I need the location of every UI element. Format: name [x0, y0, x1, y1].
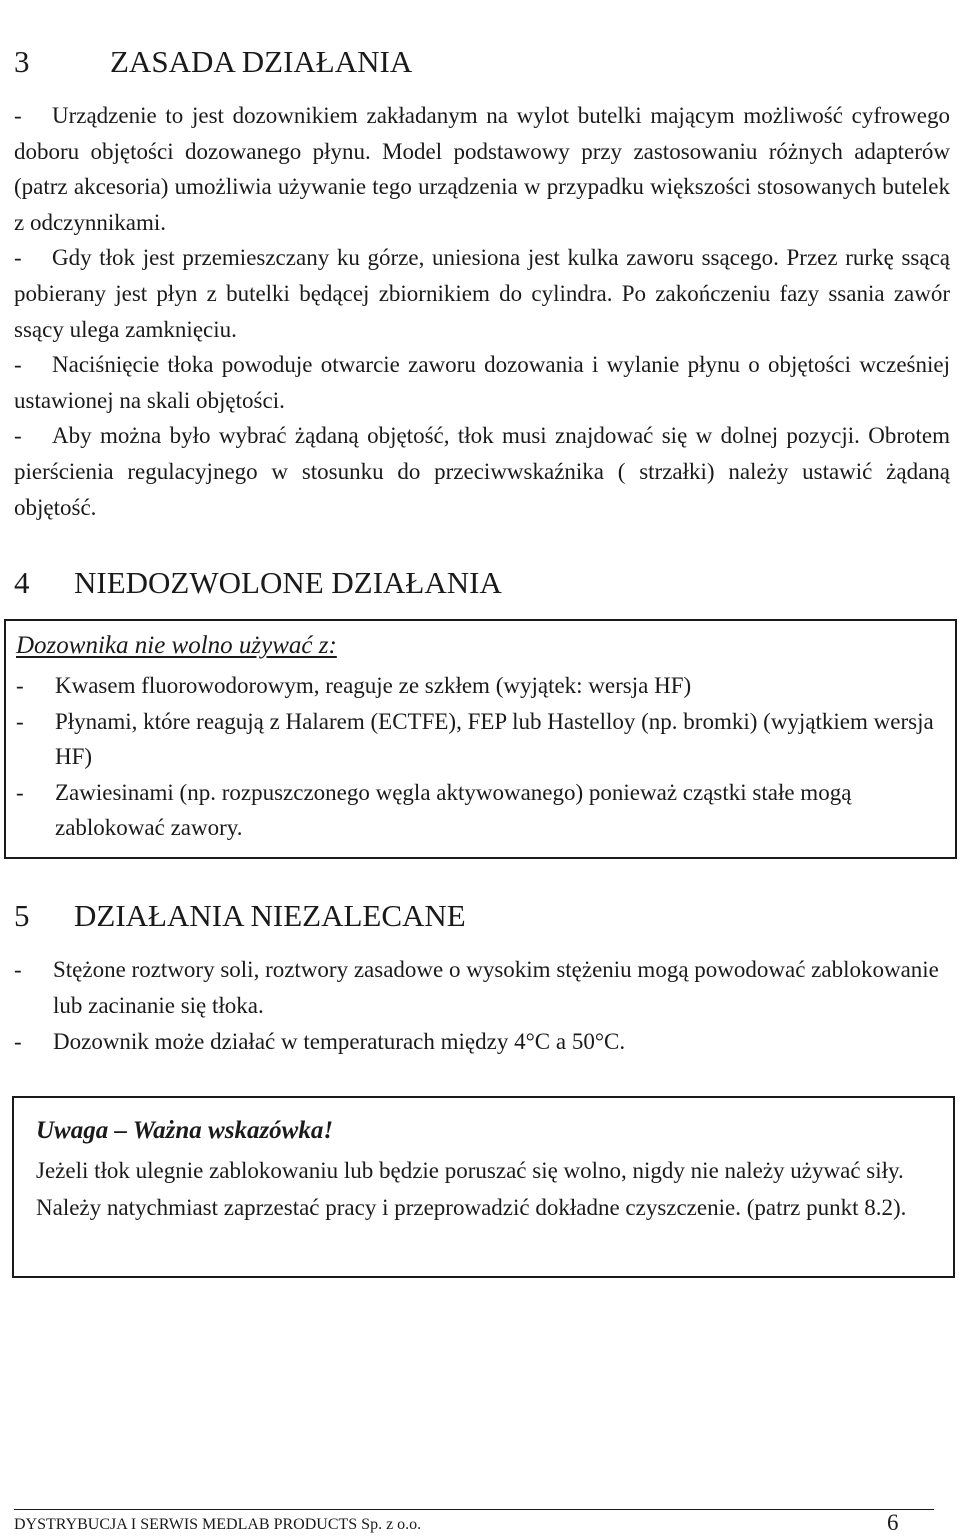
note-title: Uwaga – Ważna wskazówka!	[36, 1117, 334, 1144]
list-item-text: Płynami, które reagują z Halarem (ECTFE), FEP lub Hastelloy (np. bromki) (wyjątkiem wersja HF)	[55, 708, 934, 770]
section-number: 3	[14, 44, 30, 79]
list-dash: -	[16, 779, 24, 805]
section-number: 5	[14, 898, 30, 933]
section-title: ZASADA DZIAŁANIA	[110, 44, 413, 79]
forbidden-box-title: Dozownika nie wolno używać z:	[16, 632, 337, 659]
list-dash: -	[14, 1029, 22, 1054]
list-item-text: Zawiesinami (np. rozpuszczonego węgla aktywowanego) ponieważ cząstki stałe mogą zablokować zawory.	[55, 779, 852, 841]
list-dash: -	[16, 708, 24, 734]
list-item	[16, 704, 946, 775]
list-item	[14, 952, 954, 1024]
section-4-heading	[14, 563, 502, 603]
list-item: - Gdy tłok jest przemieszczany ku górze, uniesiona jest kulka zaworu ssącego. Przez rurkę ssącą pobierany jest płyn z butelki będącej zbiornikiem do cylindra. Po zakończeniu fazy ssania zawór ssący ulega zamknięciu.	[14, 240, 950, 347]
list-item: - Aby można było wybrać żądaną objętość, tłok musi znajdować się w dolnej pozycji. Obrotem pierścienia regulacyjnego w stosunku do przeciwwskaźnika ( strzałki) należy ustawić żądaną objętość.	[14, 418, 950, 525]
section-5-heading	[14, 896, 466, 936]
list-dash: -	[14, 957, 22, 982]
footer-company: DYSTRYBUCJA I SERWIS MEDLAB PRODUCTS Sp. z o.o.	[14, 1516, 422, 1533]
section-3-list	[14, 98, 950, 525]
list-item-text: Dozownik może działać w temperaturach między 4°C a 50°C.	[53, 1029, 626, 1054]
forbidden-box	[4, 619, 957, 859]
section-3-heading	[14, 42, 412, 82]
list-item-text: Kwasem fluorowodorowym, reaguje ze szkłem (wyjątek: wersja HF)	[55, 673, 692, 698]
forbidden-list	[16, 668, 946, 846]
list-item: - Urządzenie to jest dozownikiem zakładanym na wylot butelki mającym możliwość cyfrowego doboru objętości dozowanego płynu. Model podstawowy przy zastosowaniu różnych adapterów (patrz akcesoria) umożliwia używanie tego urządzenia w przypadku większości stosowanych butelek z odczynnikami.	[14, 98, 950, 240]
list-item	[16, 775, 946, 846]
section-number: 4	[14, 565, 30, 600]
section-title: DZIAŁANIA NIEZALECANE	[74, 898, 466, 933]
note-box	[12, 1096, 955, 1278]
list-dash: -	[16, 673, 24, 698]
note-body: Jeżeli tłok ulegnie zablokowaniu lub będzie poruszać się wolno, nigdy nie należy używać siły. Należy natychmiast zaprzestać pracy i przeprowadzić dokładne czyszczenie. (patrz punkt 8.2).	[36, 1158, 907, 1220]
list-item	[14, 1024, 954, 1060]
footer-divider	[14, 1509, 934, 1510]
list-item-text: Stężone roztwory soli, roztwory zasadowe o wysokim stężeniu mogą powodować zablokowanie lub zacinanie się tłoka.	[53, 957, 939, 1018]
page-number: 6	[887, 1510, 899, 1535]
section-title: NIEDOZWOLONE DZIAŁANIA	[74, 565, 502, 600]
section-5-list	[14, 952, 954, 1060]
list-item: - Naciśnięcie tłoka powoduje otwarcie zaworu dozowania i wylanie płynu o objętości wcześniej ustawionej na skali objętości.	[14, 347, 950, 418]
list-item	[16, 668, 946, 704]
